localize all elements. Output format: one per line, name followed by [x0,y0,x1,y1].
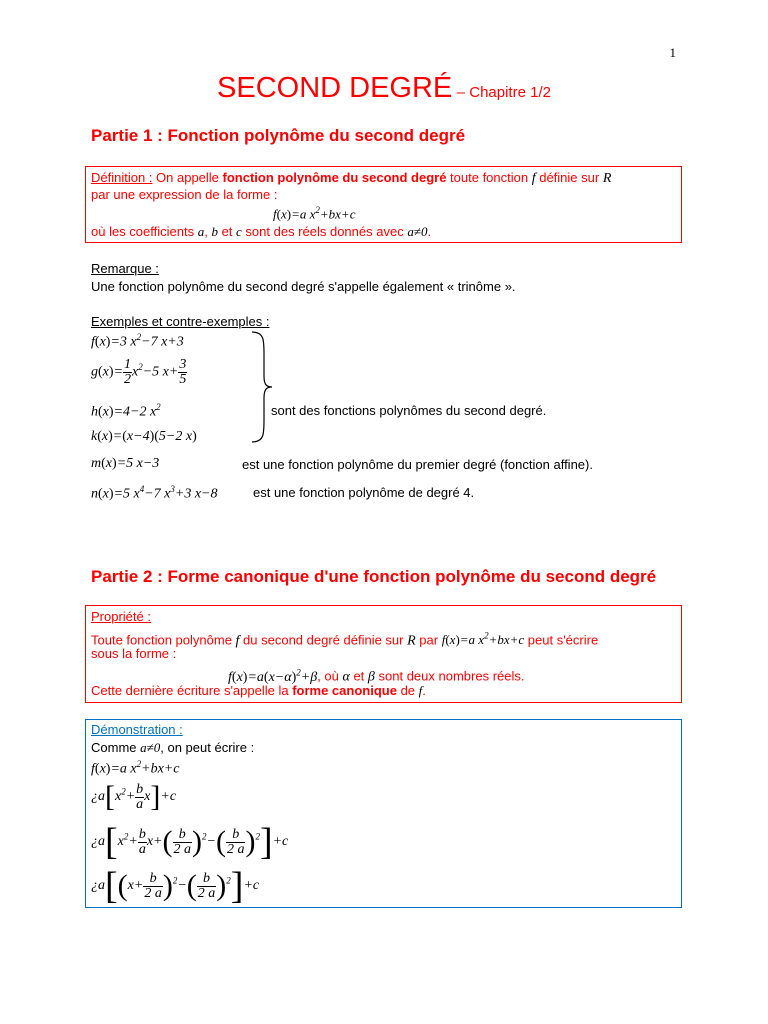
demo-step-2: ¿$a[x^2+$ $\frac{b}{a}$ x]+c [91,780,177,813]
examples-label: Exemples et contre-exemples : [91,314,270,329]
definition-text: toute fonction [446,170,532,185]
example-n-text: est une fonction polynôme de degré 4. [253,485,475,500]
examples-group-text: sont des fonctions polynômes du second degré. [271,403,547,418]
definition-text: , [204,224,212,239]
remark-text: Une fonction polynôme du second degré s'appelle également « trinôme ». [91,279,516,294]
definition-text: . [427,224,432,239]
part1-heading: Partie 1 : Fonction polynôme du second degré [91,126,466,145]
property-text: . [422,683,426,698]
property-label: Propriété : [91,609,151,624]
demo-step-4: ¿a[(x+ $\frac{b}{2 a}$ )$^2$−( $\frac{b}{2 a}$ )$^2$]+c [91,865,260,907]
math-condition: a≠0 [407,224,428,239]
definition-line4 [91,223,431,241]
demonstration-label: Démonstration : [91,722,183,737]
property-text: de [396,683,419,698]
demo-step-3: ¿$a[x^2+$ $\frac{b}{a}$ x+( $\frac{b}{2 a}$ )$^2$−( $\frac{b}{2 a}$ )$^2$]+c [91,821,289,863]
definition-text: définie sur [535,170,603,185]
math-R: R [407,633,416,649]
math-a: a [197,224,205,239]
example-f: f(x)=3 $x^2-7$ x+3 [91,332,184,350]
property-text: du second degré définie sur [239,632,408,648]
example-h: h(x)=4−2 $x^2$ [91,402,161,420]
math-b: b [211,224,218,239]
property-text: sont deux nombres réels. [374,668,525,684]
example-k: k(x)=(x−4)(5−2 x) [91,429,197,444]
definition-text: sont des réels donnés avec [241,224,408,239]
curly-brace [250,330,280,444]
title-sub: – Chapitre 1/2 [456,84,551,101]
property-formula-general: f(x)=a $x^2+bx+c$ [441,631,525,648]
property-text: Cette dernière écriture s'appelle la [91,683,293,698]
math-condition: a≠0 [140,740,161,755]
property-text: et [349,668,368,684]
definition-text: On appelle [152,170,223,185]
example-g: g(x)= $\frac{1}{2}$ $x^2-5$ x+ $\frac{3}{5}$ [91,357,187,387]
definition-text: où les coefficients [91,224,198,239]
definition-text: et [217,224,237,239]
page-number: 1 [669,45,676,60]
math-alpha: α [342,669,350,685]
property-text: Toute fonction polynôme [91,632,236,648]
math-beta: β [367,669,375,685]
demonstration-line1 [91,739,254,757]
definition-line2: par une expression de la forme : [91,187,278,202]
math-R: R [602,171,612,186]
example-m: m(x)=5 x−3 [91,456,160,471]
math-f: f [418,683,423,698]
property-formula-canonical: $f(x)=a(x-\alpha)^2+\beta$ [228,667,318,685]
math-f: f [531,171,536,186]
demo-text: , on peut écrire : [160,740,255,755]
demo-step-1: f(x)=a $x^2+bx+c$ [91,759,180,777]
property-text: peut s'écrire [524,632,599,648]
demo-text: Comme [91,740,141,755]
math-f: f [235,633,240,649]
property-text: , où [317,668,343,684]
math-c: c [236,224,242,239]
definition-formula: f(x)=a $x^2+bx+c$ [273,205,356,222]
page-title [0,72,768,105]
remark-label: Remarque : [91,261,159,276]
property-line2: sous la forme : [91,646,177,661]
example-m-text: est une fonction polynôme du premier degré (fonction affine). [242,457,593,472]
property-text: par [415,632,442,648]
part2-heading: Partie 2 : Forme canonique d'une fonction polynôme du second degré [91,567,657,586]
definition-term: fonction polynôme du second degré [222,170,447,185]
property-line4 [91,682,426,700]
title-main: SECOND DEGRÉ [217,72,453,104]
property-term: forme canonique [292,683,397,698]
example-n: n(x)=5 $x^4-7$ $x^3+3$ x−8 [91,484,218,502]
definition-label: Définition : [91,170,153,185]
